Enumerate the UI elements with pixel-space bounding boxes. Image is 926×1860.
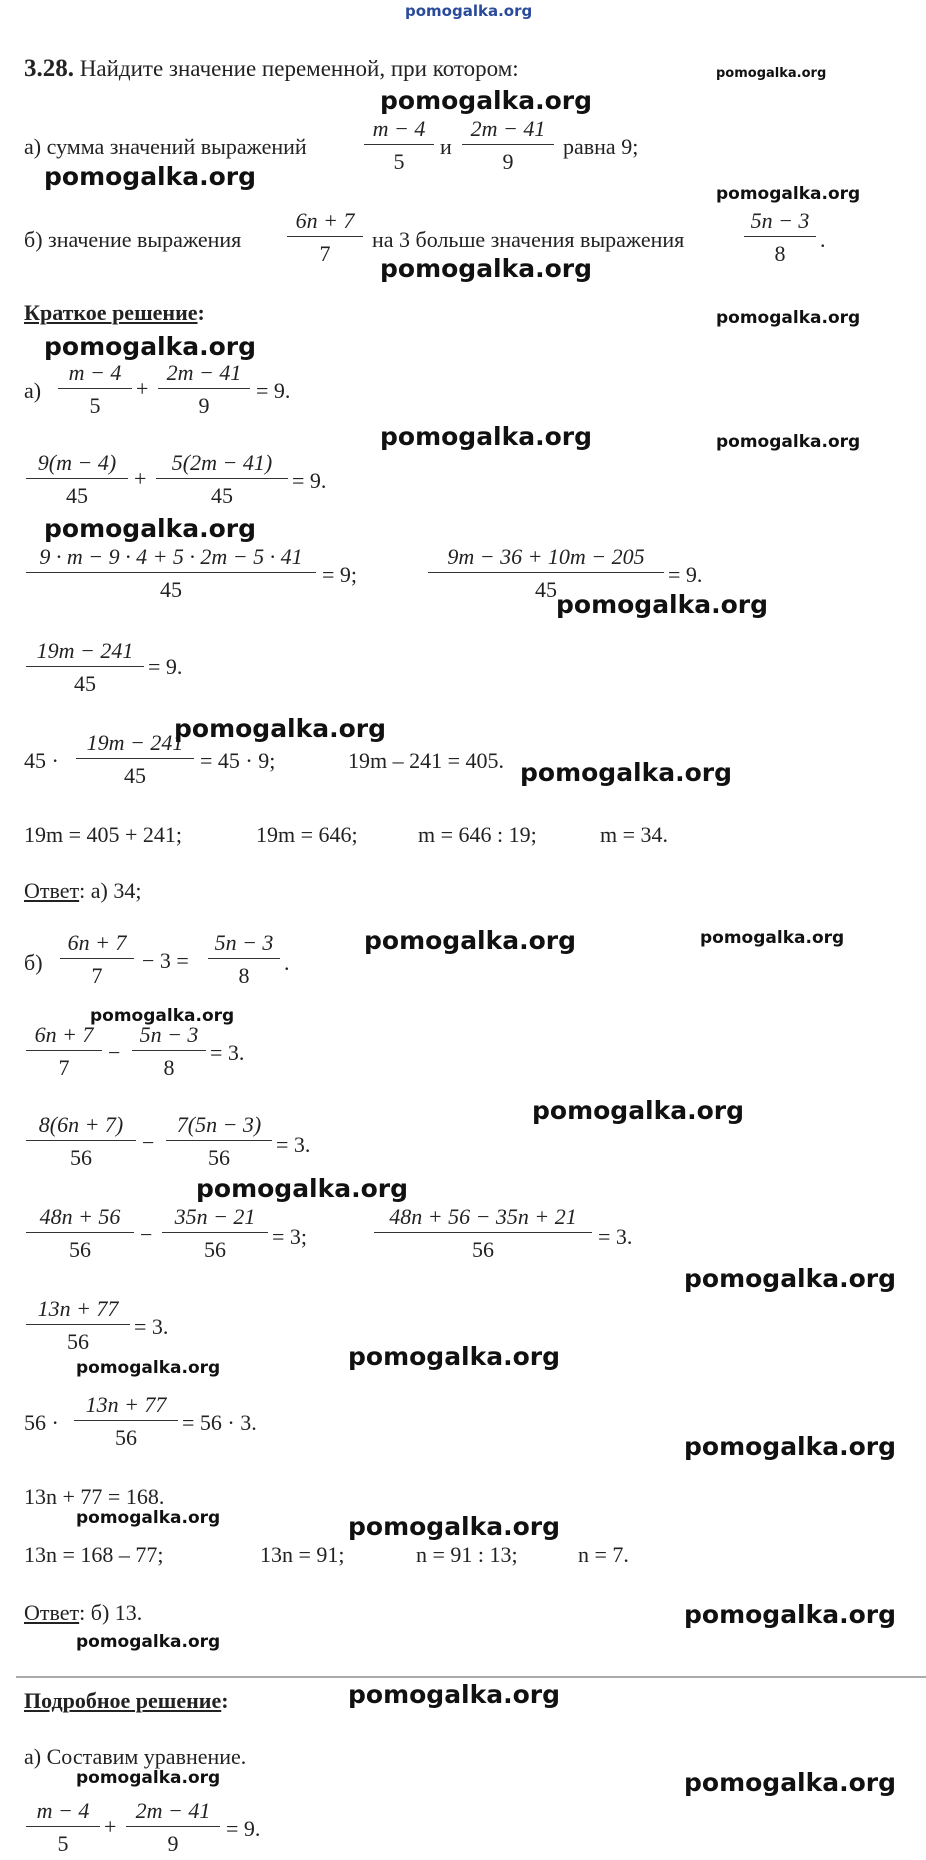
problem-header — [24, 55, 519, 83]
denominator: 56 — [69, 1237, 91, 1262]
denominator: 5 — [57, 1831, 69, 1856]
numerator: 5n − 3 — [214, 930, 274, 955]
equation: 13n = 91; — [260, 1542, 345, 1567]
frac-l2-2 — [156, 452, 288, 507]
a-label: а) — [24, 378, 42, 403]
answer-word: Ответ — [24, 1600, 80, 1625]
fraction-b1 — [287, 210, 363, 265]
watermark: pomogalka.org — [174, 714, 387, 743]
frac-m1-1 — [60, 932, 134, 987]
denominator: 8 — [238, 963, 250, 988]
answer-a — [24, 878, 141, 904]
watermark: pomogalka.org — [684, 1432, 897, 1461]
watermark: pomogalka.org — [348, 1342, 561, 1371]
heading-text: Подробное решение — [24, 1688, 222, 1713]
denominator: 45 — [124, 763, 146, 788]
operator: − 3 = — [142, 948, 189, 973]
numerator: 6n + 7 — [295, 208, 355, 233]
watermark: pomogalka.org — [348, 1512, 561, 1541]
part-a-and: и — [440, 134, 452, 159]
frac-d1 — [26, 1800, 100, 1855]
watermark: pomogalka.org — [716, 432, 861, 452]
numerator: m − 4 — [372, 116, 426, 141]
b-label: б) — [24, 950, 43, 975]
numerator: 48n + 56 — [39, 1204, 121, 1229]
watermark: pomogalka.org — [556, 590, 769, 619]
part-a-prefix: а) сумма значений выражений — [24, 134, 307, 159]
watermark: pomogalka.org — [44, 332, 257, 361]
problem-statement: Найдите значение переменной, при котором: — [79, 56, 519, 81]
denominator: 56 — [115, 1425, 137, 1450]
step-a-text: а) Составим уравнение. — [24, 1744, 247, 1769]
denominator: 7 — [91, 963, 103, 988]
rhs: = 9. — [148, 654, 183, 679]
numerator: 35n − 21 — [174, 1204, 256, 1229]
rhs: = 45 · 9; — [200, 748, 276, 773]
multiplier: 45 · — [24, 748, 59, 773]
denominator: 56 — [204, 1237, 226, 1262]
frac-m1-2 — [208, 932, 280, 987]
rhs: = 9; — [322, 562, 358, 587]
operator: − — [140, 1222, 153, 1247]
equation: m = 646 : 19; — [418, 822, 537, 847]
numerator: 5n − 3 — [750, 208, 810, 233]
numerator: 2m − 41 — [470, 116, 546, 141]
watermark: pomogalka.org — [684, 1768, 897, 1797]
watermark: pomogalka.org — [44, 162, 257, 191]
numerator: 48n + 56 − 35n + 21 — [389, 1204, 577, 1229]
denominator: 56 — [472, 1237, 494, 1262]
answer-word: Ответ — [24, 878, 80, 903]
numerator: 6n + 7 — [34, 1022, 94, 1047]
watermark: pomogalka.org — [716, 308, 861, 328]
part-b-end: . — [820, 227, 826, 252]
detailed-solution-heading — [24, 1688, 229, 1714]
operator: + — [104, 1814, 117, 1839]
numerator: m − 4 — [68, 360, 122, 385]
denominator: 56 — [208, 1145, 230, 1170]
denominator: 56 — [70, 1145, 92, 1170]
frac-m4-2 — [162, 1206, 268, 1261]
watermark: pomogalka.org — [76, 1632, 221, 1652]
short-solution-heading — [24, 300, 205, 326]
watermark: pomogalka.org — [716, 66, 827, 81]
operator: + — [134, 466, 147, 491]
denominator: 8 — [163, 1055, 175, 1080]
numerator: 7(5n − 3) — [176, 1112, 262, 1137]
numerator: 9(m − 4) — [37, 450, 117, 475]
numerator: m − 4 — [36, 1798, 90, 1823]
numerator: 8(6n + 7) — [38, 1112, 124, 1137]
rhs: = 3. — [276, 1132, 311, 1157]
numerator: 13n + 77 — [37, 1296, 119, 1321]
frac-l1-2 — [158, 362, 250, 417]
denominator: 9 — [198, 393, 210, 418]
equation: 13n = 168 – 77; — [24, 1542, 164, 1567]
denominator: 56 — [67, 1329, 89, 1354]
operator: − — [108, 1040, 121, 1065]
watermark: pomogalka.org — [684, 1600, 897, 1629]
part-b-prefix: б) значение выражения — [24, 227, 242, 252]
watermark: pomogalka.org — [364, 926, 577, 955]
operator: + — [136, 376, 149, 401]
frac-l1-1 — [58, 362, 132, 417]
denominator: 9 — [502, 149, 514, 174]
fraction-b2 — [744, 210, 816, 265]
denominator: 45 — [211, 483, 233, 508]
rhs: = 9. — [256, 378, 291, 403]
numerator: 9m − 36 + 10m − 205 — [447, 544, 645, 569]
frac-l2-1 — [26, 452, 128, 507]
equation: n = 91 : 13; — [416, 1542, 518, 1567]
denominator: 45 — [160, 577, 182, 602]
answer-b — [24, 1600, 142, 1626]
watermark: pomogalka.org — [44, 514, 257, 543]
numerator: 19m − 241 — [36, 638, 134, 663]
watermark: pomogalka.org — [76, 1768, 221, 1788]
frac-m2-1 — [26, 1024, 102, 1079]
denominator: 7 — [319, 241, 331, 266]
frac-d2 — [126, 1800, 220, 1855]
rhs: . — [284, 950, 290, 975]
numerator: 6n + 7 — [67, 930, 127, 955]
frac-m4-1 — [26, 1206, 134, 1261]
rhs: = 9. — [668, 562, 703, 587]
equation: 19m = 405 + 241; — [24, 822, 183, 847]
numerator: 2m − 41 — [166, 360, 242, 385]
watermark: pomogalka.org — [700, 928, 845, 948]
rhs: = 9. — [292, 468, 327, 493]
fraction-a2 — [462, 118, 554, 173]
numerator: 2m − 41 — [135, 1798, 211, 1823]
answer-value: : б) 13. — [79, 1600, 143, 1625]
equation: n = 7. — [578, 1542, 629, 1567]
frac-m2-2 — [132, 1024, 206, 1079]
rhs: = 3; — [272, 1224, 308, 1249]
part-b-mid: на 3 больше значения выражения — [372, 227, 685, 252]
numerator: 5(2m − 41) — [171, 450, 273, 475]
watermark: pomogalka.org — [520, 758, 733, 787]
watermark: pomogalka.org — [196, 1174, 409, 1203]
frac-l3-1 — [26, 546, 316, 601]
frac-l4 — [26, 640, 144, 695]
frac-m6 — [74, 1394, 178, 1449]
numerator: 19m − 241 — [86, 730, 184, 755]
denominator: 9 — [167, 1831, 179, 1856]
equation: m = 34. — [600, 822, 669, 847]
operator: − — [142, 1130, 155, 1155]
frac-m5 — [26, 1298, 130, 1353]
watermark: pomogalka.org — [380, 422, 593, 451]
denominator: 45 — [66, 483, 88, 508]
numerator: 13n + 77 — [85, 1392, 167, 1417]
rhs: = 3. — [210, 1040, 245, 1065]
watermark: pomogalka.org — [380, 254, 593, 283]
section-divider — [16, 1676, 926, 1678]
multiplier: 56 · — [24, 1410, 59, 1435]
watermark: pomogalka.org — [90, 1006, 235, 1026]
watermark: pomogalka.org — [716, 184, 861, 204]
watermark: pomogalka.org — [348, 1680, 561, 1709]
denominator: 45 — [535, 577, 557, 602]
frac-m3-2 — [166, 1114, 272, 1169]
frac-m4-3 — [374, 1206, 592, 1261]
equation: 13n + 77 = 168. — [24, 1484, 165, 1509]
equation: 19m = 646; — [256, 822, 358, 847]
problem-number: 3.28. — [24, 55, 74, 82]
denominator: 5 — [89, 393, 101, 418]
part-a-suffix: равна 9; — [563, 134, 639, 159]
watermark: pomogalka.org — [684, 1264, 897, 1293]
rhs: = 3. — [134, 1314, 169, 1339]
heading-text: Краткое решение — [24, 300, 198, 325]
watermark: pomogalka.org — [380, 86, 593, 115]
heading-colon: : — [197, 300, 205, 325]
rhs: = 9. — [226, 1816, 261, 1841]
answer-value: : а) 34; — [79, 878, 142, 903]
watermark: pomogalka.org — [76, 1358, 221, 1378]
fraction-a1 — [364, 118, 434, 173]
frac-m3-1 — [26, 1114, 136, 1169]
numerator: 5n − 3 — [139, 1022, 199, 1047]
heading-colon: : — [221, 1688, 229, 1713]
denominator: 45 — [74, 671, 96, 696]
numerator: 9 · m − 9 · 4 + 5 · 2m − 5 · 41 — [39, 544, 303, 569]
denominator: 8 — [774, 241, 786, 266]
watermark: pomogalka.org — [76, 1508, 221, 1528]
denominator: 5 — [393, 149, 405, 174]
rhs: = 3. — [598, 1224, 633, 1249]
rhs: = 56 · 3. — [182, 1410, 257, 1435]
watermark: pomogalka.org — [532, 1096, 745, 1125]
denominator: 7 — [58, 1055, 70, 1080]
watermark-top: pomogalka.org — [405, 2, 533, 20]
equation: 19m – 241 = 405. — [348, 748, 505, 773]
